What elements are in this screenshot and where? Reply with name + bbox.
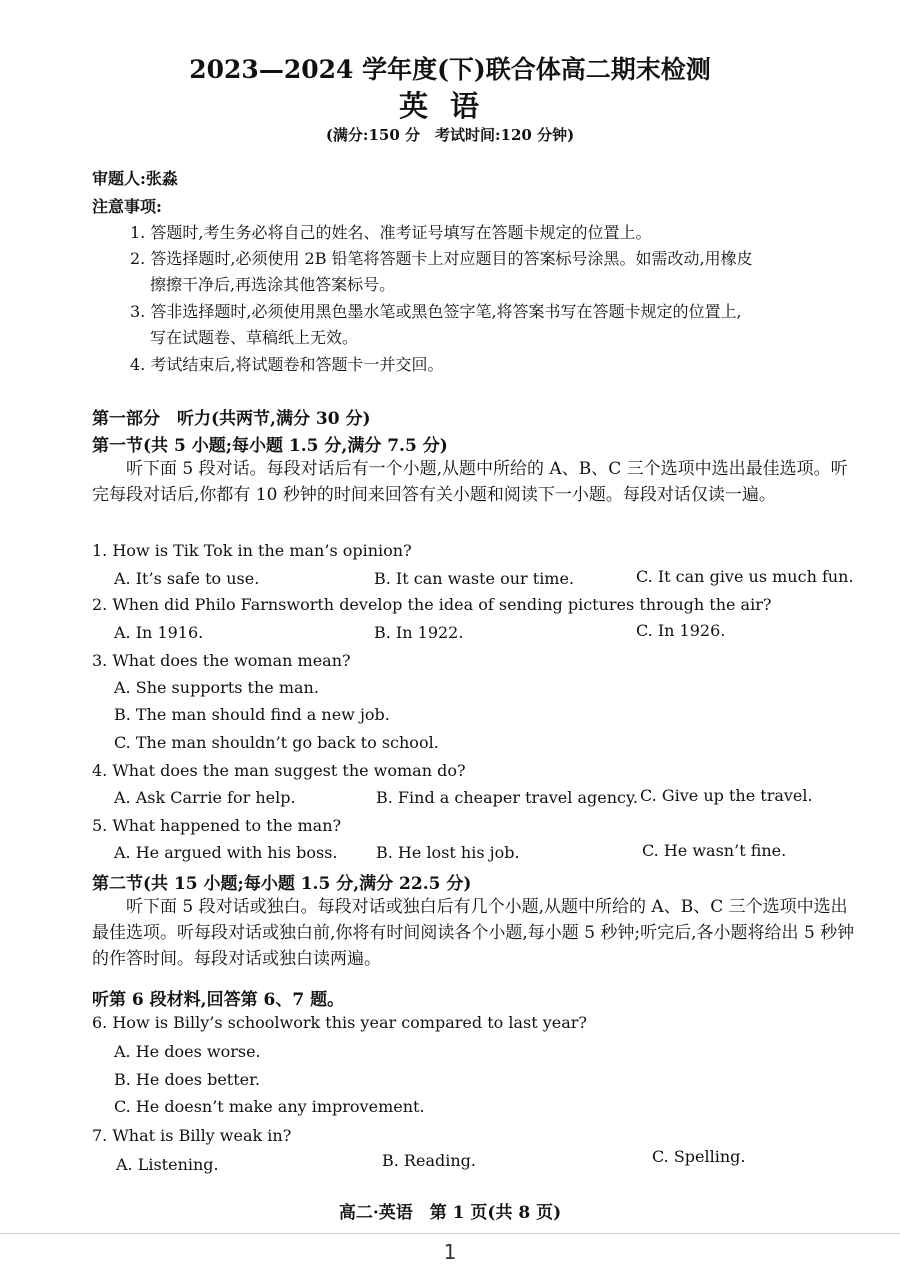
q5-option-c: C. He wasn’t fine. bbox=[642, 841, 787, 860]
material-heading: 听第 6 段材料,回答第 6、7 题。 bbox=[92, 990, 345, 1010]
q4-option-c: C. Give up the travel. bbox=[640, 786, 813, 805]
q6-option-a: A. He does worse. bbox=[114, 1042, 261, 1061]
q7-option-c: C. Spelling. bbox=[652, 1147, 746, 1166]
question-2: 2. When did Philo Farnsworth develop the idea of sending pictures through the air? bbox=[92, 595, 772, 614]
question-1: 1. How is Tik Tok in the man’s opinion? bbox=[92, 541, 412, 560]
exam-title: 2023—2024 学年度(下)联合体高二期末检测 bbox=[189, 55, 711, 84]
exam-info: (满分:150 分 考试时间:120 分钟) bbox=[325, 126, 575, 144]
page-number: 1 bbox=[443, 1240, 457, 1264]
q6-option-b: B. He does better. bbox=[114, 1070, 261, 1089]
question-7: 7. What is Billy weak in? bbox=[92, 1126, 292, 1145]
section1-heading: 第一节(共 5 小题;每小题 1.5 分,满分 7.5 分) bbox=[92, 436, 448, 456]
q7-option-a: A. Listening. bbox=[116, 1155, 219, 1174]
question-4: 4. What does the man suggest the woman do? bbox=[92, 761, 466, 780]
q5-option-b: B. He lost his job. bbox=[376, 843, 520, 862]
question-3: 3. What does the woman mean? bbox=[92, 651, 351, 670]
part1-heading: 第一部分 听力(共两节,满分 30 分) bbox=[92, 409, 371, 429]
subject-title: 英语 bbox=[398, 89, 501, 123]
notice-item: 3. 答非选择题时,必须使用黑色墨水笔或黑色签字笔,将答案书写在答题卡规定的位置上, bbox=[130, 302, 742, 321]
q4-option-b: B. Find a cheaper travel agency. bbox=[376, 788, 638, 807]
q6-option-c: C. He doesn’t make any improvement. bbox=[114, 1097, 425, 1116]
q3-option-b: B. The man should find a new job. bbox=[114, 705, 390, 724]
question-5: 5. What happened to the man? bbox=[92, 816, 342, 835]
q2-option-a: A. In 1916. bbox=[114, 623, 204, 642]
q3-option-c: C. The man shouldn’t go back to school. bbox=[114, 733, 439, 752]
q5-option-a: A. He argued with his boss. bbox=[114, 843, 338, 862]
q2-option-c: C. In 1926. bbox=[636, 621, 726, 640]
q1-option-a: A. It’s safe to use. bbox=[114, 569, 260, 588]
q1-option-b: B. It can waste our time. bbox=[374, 569, 575, 588]
q1-option-c: C. It can give us much fun. bbox=[636, 567, 854, 586]
q3-option-a: A. She supports the man. bbox=[114, 678, 319, 697]
notice-item: 4. 考试结束后,将试题卷和答题卡一并交回。 bbox=[130, 355, 444, 374]
page-divider bbox=[0, 1233, 900, 1234]
section2-instructions: 听下面 5 段对话或独白。每段对话或独白后有几个小题,从题中所给的 A、B、C 三个选项中选出最佳选项。听每段对话或独白前,你将有时间阅读各个小题,每小题 5 秒钟;听完后,各小题将给出 5 秒钟的作答时间。每段对话或独白读两遍。 bbox=[92, 897, 855, 969]
notice-item-continuation: 擦擦干净后,再选涂其他答案标号。 bbox=[150, 275, 396, 294]
reviewer: 审题人:张淼 bbox=[92, 169, 178, 188]
question-6: 6. How is Billy’s schoolwork this year compared to last year? bbox=[92, 1013, 588, 1032]
page-footer: 高二·英语 第 1 页(共 8 页) bbox=[338, 1203, 562, 1223]
q4-option-a: A. Ask Carrie for help. bbox=[114, 788, 296, 807]
q7-option-b: B. Reading. bbox=[382, 1151, 476, 1170]
section2-heading: 第二节(共 15 小题;每小题 1.5 分,满分 22.5 分) bbox=[92, 874, 472, 894]
notice-item: 1. 答题时,考生务必将自己的姓名、准考证号填写在答题卡规定的位置上。 bbox=[130, 223, 652, 242]
q2-option-b: B. In 1922. bbox=[374, 623, 464, 642]
section1-instructions: 听下面 5 段对话。每段对话后有一个小题,从题中所给的 A、B、C 三个选项中选出最佳选项。听完每段对话后,你都有 10 秒钟的时间来回答有关小题和阅读下一小题。每段对话仅读一遍。 bbox=[92, 459, 848, 505]
notice-item: 2. 答选择题时,必须使用 2B 铅笔将答题卡上对应题目的答案标号涂黑。如需改动,用橡皮 bbox=[130, 249, 753, 268]
notice-item-continuation: 写在试题卷、草稿纸上无效。 bbox=[150, 328, 359, 347]
notice-heading: 注意事项: bbox=[92, 197, 162, 216]
